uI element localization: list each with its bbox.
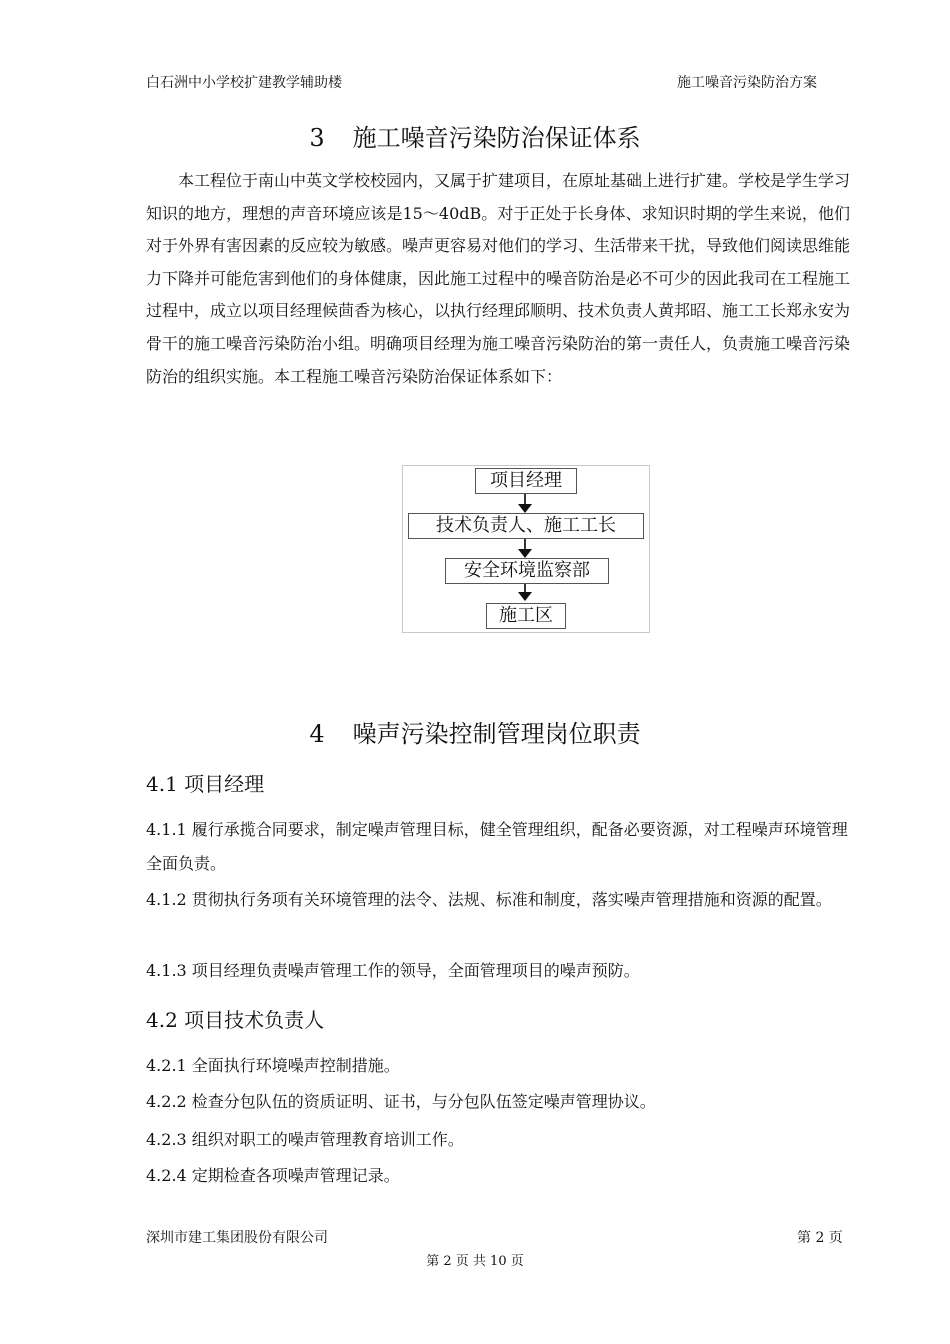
header-left: 白石洲中小学校扩建教学辅助楼	[146, 75, 342, 91]
header-right: 施工噪音污染防治方案	[677, 75, 817, 91]
footer-company: 深圳市建工集团股份有限公司	[146, 1230, 328, 1246]
flow-arrowhead-3	[518, 592, 532, 601]
section-4-title: 噪声污染控制管理岗位职责	[352, 720, 641, 748]
section-3-title: 施工噪音污染防治保证体系	[352, 124, 641, 152]
section-4-heading	[0, 714, 950, 749]
item-4-2-1: 4.2.1 全面执行环境噪声控制措施。	[146, 1056, 400, 1075]
item-4-2-4: 4.2.4 定期检查各项噪声管理记录。	[146, 1166, 400, 1185]
flow-arrow-1	[524, 494, 526, 504]
flow-node-safety-dept: 安全环境监察部	[445, 558, 609, 584]
section-3-number: 3	[309, 124, 325, 152]
subsection-4-1-title: 4.1 项目经理	[146, 772, 265, 796]
flow-node-tech-lead: 技术负责人、施工工长	[408, 513, 644, 539]
item-4-1-2: 4.1.2 贯彻执行务项有关环境管理的法令、法规、标准和制度，落实噪声管理措施和资源的配置。	[146, 890, 832, 909]
subsection-4-2-title: 4.2 项目技术负责人	[146, 1008, 325, 1032]
flow-node-construction-area: 施工区	[486, 603, 566, 629]
flow-arrowhead-2	[518, 549, 532, 558]
organization-flowchart	[402, 465, 650, 633]
footer-page-center: 第 2 页 共 10 页	[426, 1254, 524, 1269]
flow-arrowhead-1	[518, 504, 532, 513]
section-4-number: 4	[309, 720, 325, 748]
section-3-heading	[0, 118, 950, 153]
flow-node-project-manager: 项目经理	[475, 468, 577, 494]
section-3-paragraph: 本工程位于南山中英文学校校园内，又属于扩建项目，在原址基础上进行扩建。学校是学生学习知识的地方，理想的声音环境应该是15～40dB。对于正处于长身体、求知识时期的学生来说，他们对于外界有害因素的反应较为敏感。噪声更容易对他们的学习、生活带来干扰，导致他们阅读思维能力下降并可能危害到他们的身体健康，因此施工过程中的噪音防治是必不可少的因此我司在工程施工过程中，成立以项目经理候茴香为核心，以执行经理邱顺明、技术负责人黄邦昭、施工工长郑永安为骨干的施工噪音污染防治小组。明确项目经理为施工噪音污染防治的第一责任人，负责施工噪音污染防治的组织实施。本工程施工噪音污染防治保证体系如下：	[146, 171, 851, 386]
item-4-1-3: 4.1.3 项目经理负责噪声管理工作的领导，全面管理项目的噪声预防。	[146, 961, 640, 980]
footer-page-right: 第 2 页	[797, 1230, 843, 1246]
item-4-1-1: 4.1.1 履行承揽合同要求，制定噪声管理目标，健全管理组织，配备必要资源，对工程噪声环境管理全面负责。	[146, 820, 848, 873]
flow-arrow-2	[524, 539, 526, 549]
item-4-2-3: 4.2.3 组织对职工的噪声管理教育培训工作。	[146, 1130, 464, 1149]
item-4-2-2: 4.2.2 检查分包队伍的资质证明、证书，与分包队伍签定噪声管理协议。	[146, 1092, 656, 1111]
